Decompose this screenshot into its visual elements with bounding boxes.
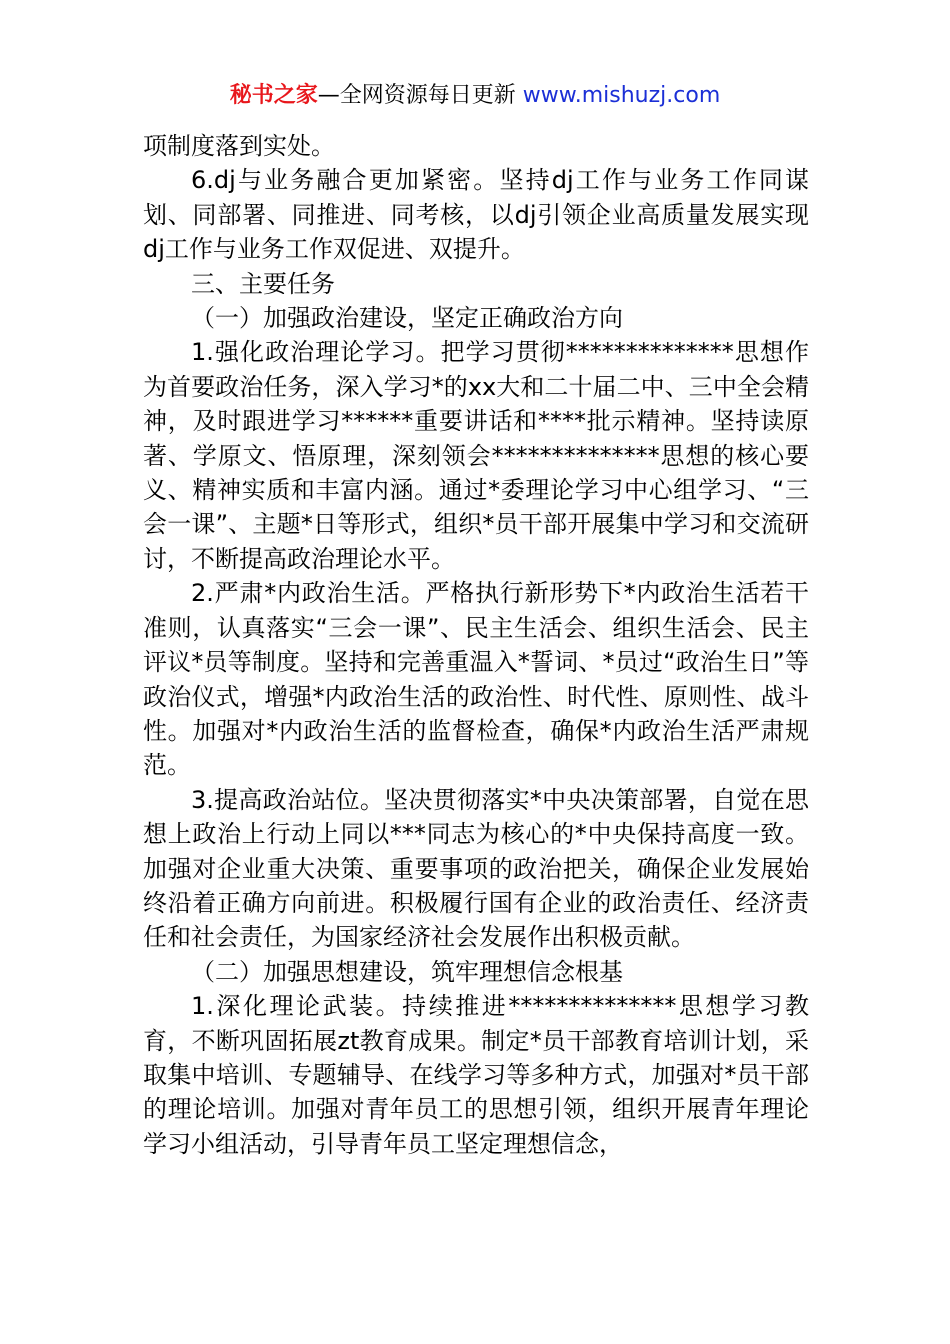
- paragraph-political-1: 1.强化政治理论学习。把学习贯彻**************思想作为首要政治任务，深入学习*的xx大和二十届二中、三中全会精神，及时跟进学习******重要讲话和****批示精神。坚持读原著、学原文、悟原理，深刻领会**************思想的核心要义、精神实质和丰富内涵。通过*委理论学习中心组学习、“三会一课”、主题*日等形式，组织*员干部开展集中学习和交流研讨，不断提高政治理论水平。: [143, 338, 809, 573]
- paragraph-political-3: 3.提高政治站位。坚决贯彻落实*中央决策部署，自觉在思想上政治上行动上同以***同志为核心的*中央保持高度一致。加强对企业重大决策、重要事项的政治把关，确保企业发展始终沿着正确方向前进。积极履行国有企业的政治责任、经济责任和社会责任，为国家经济社会发展作出积极贡献。: [143, 785, 809, 952]
- site-slogan: —全网资源每日更新: [317, 83, 516, 108]
- section-heading-main-tasks: 三、主要任务: [191, 269, 335, 298]
- paragraph-political-2: 2.严肃*内政治生活。严格执行新形势下*内政治生活若干准则，认真落实“三会一课”、民主生活会、组织生活会、民主评议*员等制度。坚持和完善重温入*誓词、*员过“政治生日”等政治仪式，增强*内政治生活的政治性、时代性、原则性、战斗性。加强对*内政治生活的监督检查，确保*内政治生活严肃规范。: [143, 579, 809, 780]
- paragraph-item-6: 6.dj与业务融合更加紧密。坚持dj工作与业务工作同谋划、同部署、同推进、同考核，以dj引领企业高质量发展实现dj工作与业务工作双促进、双提升。: [143, 166, 809, 264]
- site-url-link[interactable]: www.mishuzj.com: [522, 83, 721, 108]
- subsection-heading-ideological: （二）加强思想建设，筑牢理想信念根基: [191, 957, 623, 986]
- paragraph-ideological-1: 1.深化理论武装。持续推进**************思想学习教育，不断巩固拓展zt教育成果。制定*员干部教育培训计划，采取集中培训、专题辅导、在线学习等多种方式，加强对*员干部的理论培训。加强对青年员工的思想引领，组织开展青年理论学习小组活动，引导青年员工坚定理想信念，: [143, 992, 809, 1158]
- document-body: [143, 129, 809, 1161]
- page-header: [0, 80, 950, 112]
- paragraph-continuation: 项制度落到实处。: [143, 132, 335, 160]
- subsection-heading-political: （一）加强政治建设，坚定正确政治方向: [191, 304, 623, 333]
- site-brand: 秘书之家: [229, 83, 318, 108]
